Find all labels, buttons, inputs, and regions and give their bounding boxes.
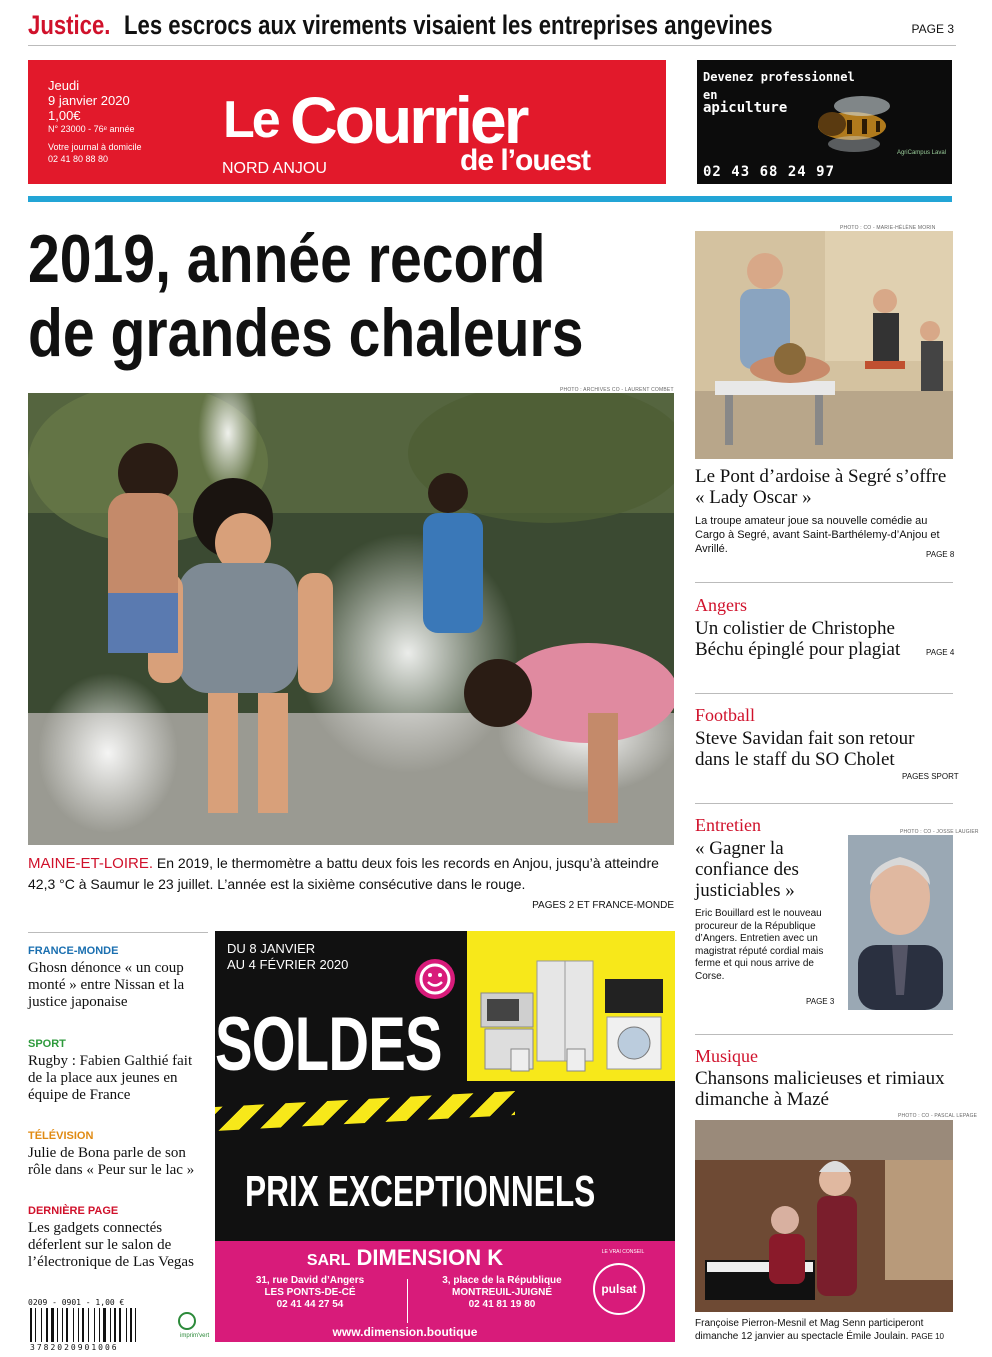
briefs-divider: [28, 932, 208, 933]
story3-kicker: Football: [695, 705, 756, 725]
right-divider: [695, 1034, 953, 1035]
right-divider: [695, 582, 953, 583]
header-divider: [28, 196, 952, 202]
brief-television[interactable]: [28, 1130, 208, 1179]
story2-kicker: Angers: [695, 595, 747, 615]
top-teaser-kicker: Justice.: [28, 10, 111, 40]
main-caption-text: En 2019, le thermomètre a battu deux fois les records en Anjou, jusqu’à atteindre 42,3 °C à Saumur le 23 juillet. L’année est la sixième consécutive dans le rouge.: [28, 855, 659, 892]
ad-apiculture-line1: Devenez professionnel en: [703, 70, 855, 102]
main-headline[interactable]: 2019, année record de grandes chaleurs: [28, 221, 584, 371]
right-divider: [695, 693, 953, 694]
story2-headline[interactable]: Un colistier de Christophe Béchu épinglé pour plagiat: [695, 618, 901, 660]
ad-soldes-title: SOLDES: [215, 1002, 442, 1087]
story3-page: PAGES SPORT: [902, 772, 959, 781]
barcode-icon: [28, 1308, 173, 1342]
brief-kicker: TÉLÉVISION: [28, 1130, 94, 1142]
ad-soldes-divider: [407, 1279, 408, 1323]
issue-price: 1,00€: [48, 108, 81, 123]
story1-page: PAGE 8: [926, 550, 955, 559]
brief-text: Ghosn dénonce « un coup monté » entre Nissan et la justice japonaise: [28, 960, 185, 1010]
delivery-label: Votre journal à domicile: [48, 142, 142, 152]
imprimvert-label: imprim'vert: [180, 1333, 210, 1339]
edition-label: NORD ANJOU: [222, 160, 327, 177]
story4-kicker: Entretien: [695, 815, 761, 835]
story5-headline[interactable]: Chansons malicieuses et rimiaux dimanche à Mazé: [695, 1068, 945, 1110]
ad-apiculture[interactable]: [697, 60, 952, 184]
ad-soldes-stripes: [215, 1091, 515, 1131]
ad-soldes-appliances: [467, 931, 675, 1081]
brief-text: Julie de Bona parle de son rôle dans « Peur sur le lac »: [28, 1145, 195, 1178]
main-photo-credit: PHOTO : ARCHIVES CO - LAURENT COMBET: [560, 387, 674, 393]
brief-kicker: FRANCE-MONDE: [28, 945, 119, 957]
recycle-icon: [178, 1312, 196, 1330]
story4-photo-credit: PHOTO : CO - JOSSE LAUGIER: [900, 829, 979, 835]
brief-kicker: SPORT: [28, 1038, 66, 1050]
logo-le: Le: [223, 91, 278, 149]
issue-number: N° 23000 - 76ᵉ année: [48, 124, 135, 134]
story5-page: PAGE 10: [911, 1331, 944, 1341]
ad-soldes-website[interactable]: www.dimension.boutique: [332, 1325, 478, 1339]
story5-photo-credit: PHOTO : CO - PASCAL LEPAGE: [898, 1113, 978, 1119]
top-teaser-page: PAGE 3: [911, 22, 954, 36]
masthead-info: [48, 78, 142, 165]
ad-soldes-footer: [215, 1241, 675, 1342]
logo-ouest: de l’ouest: [460, 144, 591, 177]
top-teaser[interactable]: [28, 10, 956, 46]
story5-kicker: Musique: [695, 1046, 758, 1066]
brief-france-monde[interactable]: [28, 945, 208, 1011]
ad-apiculture-phone: 02 43 68 24 97: [703, 164, 836, 180]
story3-headline[interactable]: Steve Savidan fait son retour dans le staff du SO Cholet: [695, 728, 915, 770]
barcode-digits: 3782020901006: [30, 1343, 119, 1352]
brief-kicker: DERNIÈRE PAGE: [28, 1205, 119, 1217]
story1-photo-credit: PHOTO : CO - MARIE-HÉLÈNE MORIN: [840, 225, 936, 231]
ad-soldes-address-2: 3, place de la République MONTREUIL-JUIGNÉ 02 41 81 19 80: [442, 1275, 562, 1310]
story4-photo: [848, 835, 953, 1010]
main-caption-kicker: MAINE-ET-LOIRE.: [28, 855, 154, 872]
ad-soldes-prix: PRIX EXCEPTIONNELS: [245, 1167, 596, 1216]
delivery-phone: 02 41 80 88 80: [48, 154, 109, 164]
main-caption: [28, 853, 674, 894]
appliances-icon: [467, 931, 675, 1081]
top-teaser-headline[interactable]: Les escrocs aux virements visaient les entreprises angevines: [124, 10, 773, 40]
ad-soldes-address-1: 31, rue David d’Angers LES PONTS-DE-CÉ 02 41 44 27 54: [255, 1275, 365, 1310]
brief-text: Rugby : Fabien Galthié fait de la place aux jeunes en équipe de France: [28, 1053, 193, 1103]
right-divider: [695, 803, 953, 804]
story4-page: PAGE 3: [806, 997, 835, 1006]
logo-courrier: Courrier: [290, 83, 527, 157]
issue-day: Jeudi: [48, 78, 80, 93]
story1-headline[interactable]: Le Pont d’ardoise à Segré s’offre « Lady Oscar »: [695, 466, 947, 508]
brief-sport[interactable]: [28, 1038, 208, 1104]
barcode-label: 0209 - 0901 - 1,00 €: [28, 1298, 125, 1307]
story4-headline[interactable]: « Gagner la confiance des justiciables »: [695, 838, 799, 901]
ad-soldes[interactable]: [215, 931, 675, 1342]
ad-soldes-dates: DU 8 JANVIER AU 4 FÉVRIER 2020: [227, 941, 349, 972]
masthead: [28, 60, 666, 184]
story1-photo: [695, 231, 953, 459]
story5-caption: Françoise Pierron-Mesnil et Mag Senn participeront dimanche 12 janvier au spectacle Émile Joulain. PAGE 10: [695, 1318, 944, 1342]
bee-icon: [792, 84, 902, 162]
issue-date: 9 janvier 2020: [48, 93, 130, 108]
brief-text: Les gadgets connectés déferlent sur le salon de l’électronique de Las Vegas: [28, 1220, 194, 1270]
ad-soldes-company: SARL DIMENSION K: [306, 1245, 504, 1270]
ad-soldes-slogan: LE VRAI CONSEIL: [601, 1249, 645, 1255]
story2-page: PAGE 4: [926, 648, 955, 657]
story5-photo: [695, 1120, 953, 1312]
pulsat-logo: pulsat: [593, 1263, 645, 1315]
main-photo: [28, 393, 674, 845]
smiley-icon: [415, 959, 455, 999]
story1-text: La troupe amateur joue sa nouvelle comédie au Cargo à Segré, avant Saint-Barthélemy-d’Anjou et Avrillé.: [695, 515, 940, 555]
ad-apiculture-line3: apiculture: [703, 100, 788, 116]
story4-text: Eric Bouillard est le nouveau procureur de la République d’Angers. Entretien avec un magistrat réputé cordial mais ferme et qui nous arrive de Corse.: [695, 908, 824, 982]
brief-derniere-page[interactable]: [28, 1205, 208, 1271]
ad-apiculture-logo: AgriCampus Laval: [896, 150, 946, 156]
main-caption-pages: PAGES 2 ET FRANCE-MONDE: [532, 900, 674, 911]
